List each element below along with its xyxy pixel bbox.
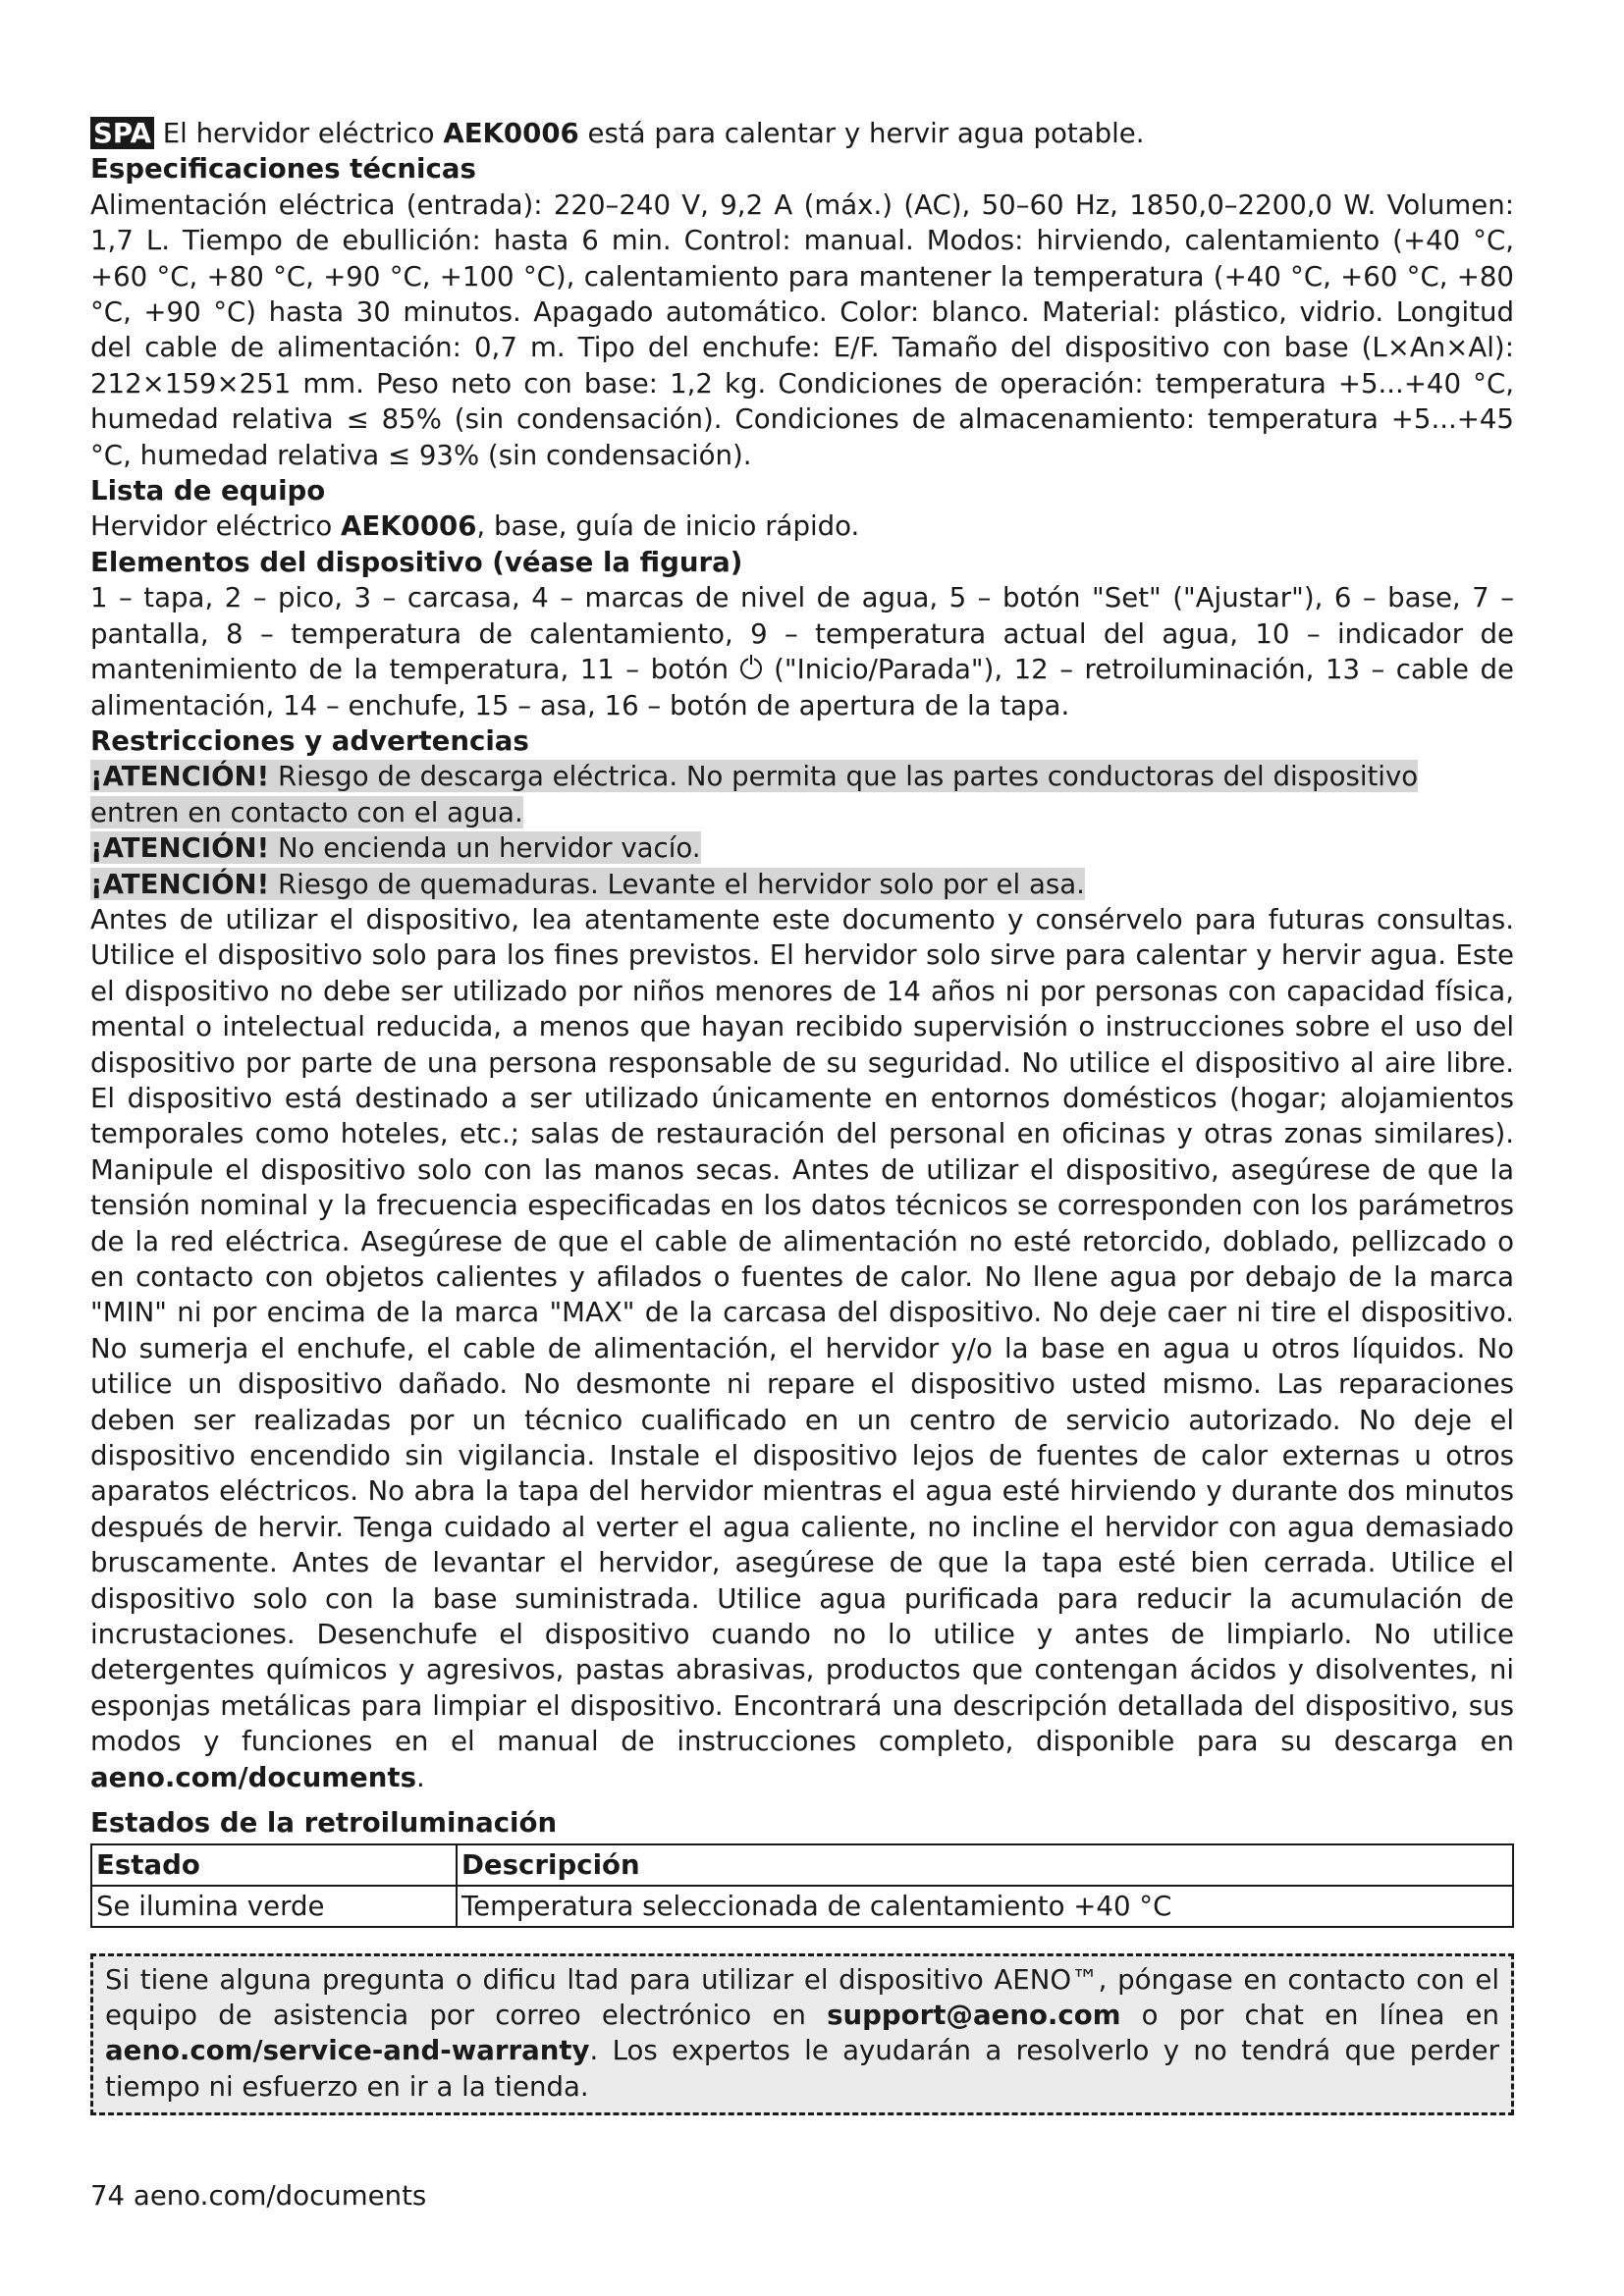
document-page bbox=[90, 116, 1514, 2115]
specs-heading: Especificaciones técnicas bbox=[90, 152, 476, 186]
warning-item: ¡ATENCIÓN! Riesgo de quemaduras. Levante el hervidor solo por el asa. bbox=[90, 867, 1085, 900]
table-cell: Se ilumina verde bbox=[91, 1886, 457, 1927]
safety-instructions: Antes de utilizar el dispositivo, lea atentamente este documento y consérvelo para futuras consultas. Utilice el dispositivo solo para los fines previstos. El hervidor solo sirve para calentar y hervir agua. Este el dispositivo no debe ser utilizado por niños menores de 14 años ni por personas con capacidad física, mental o intelectual reducida, a menos que hayan recibido supervisión o instrucciones sobre el uso del dispositivo por parte de una persona responsable de su seguridad. No utilice el dispositivo al aire libre. El dispositivo está destinado a ser utilizado únicamente en entornos domésticos (hogar; alojamientos temporales como hoteles, etc.; salas de restauración del personal en oficinas y otras zonas similares). Manipule el dispositivo solo con las manos secas. Antes de utilizar el dispositivo, asegúrese de que la tensión nominal y la frecuencia especificadas en los datos técnicos se corresponden con los parámetros de la red eléctrica. Asegúrese de que el cable de alimentación no esté retorcido, doblado, pellizcado o en contacto con objetos calientes y afilados o fuentes de calor. No llene agua por debajo de la marca "MIN" ni por encima de la marca "MAX" de la carcasa del dispositivo. No deje caer ni tire el dispositivo. No sumerja el enchufe, el cable de alimentación, el hervidor y/o la base en agua u otros líquidos. No utilice un dispositivo dañado. No desmonte ni repare el dispositivo usted mismo. Las reparaciones deben ser realizadas por un técnico cualificado en un centro de servicio autorizado. No deje el dispositivo encendido sin vigilancia. Instale el dispositivo lejos de fuentes de calor externas u otros aparatos eléctricos. No abra la tapa del hervidor mientras el agua esté hirviendo y durante dos minutos después de hervir. Tenga cuidado al verter el agua caliente, no incline el hervidor con agua demasiado bruscamente. Antes de levantar el hervidor, asegúrese de que la tapa esté bien cerrada. Utilice el dispositivo solo con la base suministrada. Utilice agua purificada para reducir la acumulación de incrustaciones. Desenchufe el dispositivo cuando no lo utilice y antes de limpiarlo. No utilice detergentes químicos y agresivos, pastas abrasivas, productos que contengan ácidos y disolventes, ni esponjas metálicas para limpiar el dispositivo. Encontrará una descripción detallada del dispositivo, sus modos y funciones en el manual de instrucciones completo, disponible para su descarga en aeno.com/documents. bbox=[90, 902, 1514, 1793]
column-header: Estado bbox=[91, 1844, 457, 1886]
page-footer bbox=[90, 2179, 426, 2212]
table-cell: Temperatura seleccionada de calentamiento +40 °C bbox=[457, 1886, 1513, 1927]
support-email-link[interactable]: support@aeno.com bbox=[827, 1998, 1121, 2031]
model-name: AEK0006 bbox=[443, 117, 579, 149]
table-row bbox=[91, 1886, 1513, 1927]
footer-url: aeno.com/documents bbox=[133, 2179, 427, 2212]
warning-item: ¡ATENCIÓN! No encienda un hervidor vacío. bbox=[90, 831, 701, 865]
page-number: 74 bbox=[90, 2179, 126, 2212]
backlight-table bbox=[90, 1843, 1514, 1928]
elements-text: 1 – tapa, 2 – pico, 3 – carcasa, 4 – marcas de nivel de agua, 5 – botón "Set" ("Ajustar"), 6 – base, 7 – pantalla, 8 – temperatura de calentamiento, 9 – temperatura actual del agua, 10 – indicador de mantenimiento de la temperatura, 11 – botón ("Inicio/Parada"), 12 – retroiluminación, 13 – cable de alimentación, 14 – enchufe, 15 – asa, 16 – botón de apertura de la tapa. bbox=[90, 581, 1514, 721]
service-warranty-link[interactable]: aeno.com/service-and-warranty bbox=[105, 2034, 590, 2067]
table-header-row bbox=[91, 1844, 1513, 1886]
backlight-heading: Estados de la retroiluminación bbox=[90, 1806, 558, 1840]
power-icon bbox=[740, 658, 762, 679]
intro-paragraph: SPA El hervidor eléctrico AEK0006 está para calentar y hervir agua potable. bbox=[90, 116, 1514, 151]
elements-heading: Elementos del dispositivo (véase la figura) bbox=[90, 545, 743, 578]
language-badge: SPA bbox=[90, 117, 154, 149]
specs-text: Alimentación eléctrica (entrada): 220–240 V, 9,2 A (máx.) (AC), 50–60 Hz, 1850,0–2200,0 W. Volumen: 1,7 L. Tiempo de ebullición: hasta 6 min. Control: manual. Modos: hirviendo, calentamiento (+40 °C, +60 °C, +80 °C, +90 °C, +100 °C), calentamiento para mantener la temperatura (+40 °C, +60 °C, +80 °C, +90 °C) hasta 30 minutos. Apagado automático. Color: blanco. Material: plástico, vidrio. Longitud del cable de alimentación: 0,7 m. Tipo del enchufe: E/F. Tamaño del dispositivo con base (L×An×Al): 212×159×251 mm. Peso neto con base: 1,2 kg. Condiciones de operación: temperatura +5...+40 °C, humedad relativa ≤ 85% (sin condensación). Condiciones de almacenamiento: temperatura +5...+45 °C, humedad relativa ≤ 93% (sin condensación). bbox=[90, 187, 1514, 471]
warning-item: ¡ATENCIÓN! Riesgo de descarga eléctrica. No permita que las partes conductoras del dispositivo entren en contacto con el agua. bbox=[90, 760, 1419, 828]
equipment-text: Hervidor eléctrico AEK0006, base, guía de inicio rápido. bbox=[90, 509, 860, 543]
support-note: Si tiene alguna pregunta o dificu ltad para utilizar el dispositivo AENO™, póngase en contacto con el equipo de asistencia por correo electrónico en support@aeno.com o por chat en línea en aeno.com/service-and-warranty. Los expertos le ayudarán a resolverlo y no tendrá que perder tiempo ni esfuerzo en ir a la tienda. bbox=[90, 1953, 1514, 2116]
warnings-heading: Restricciones y advertencias bbox=[90, 723, 529, 757]
documents-link[interactable]: aeno.com/documents bbox=[90, 1760, 417, 1793]
column-header: Descripción bbox=[457, 1844, 1513, 1886]
equipment-heading: Lista de equipo bbox=[90, 474, 326, 507]
